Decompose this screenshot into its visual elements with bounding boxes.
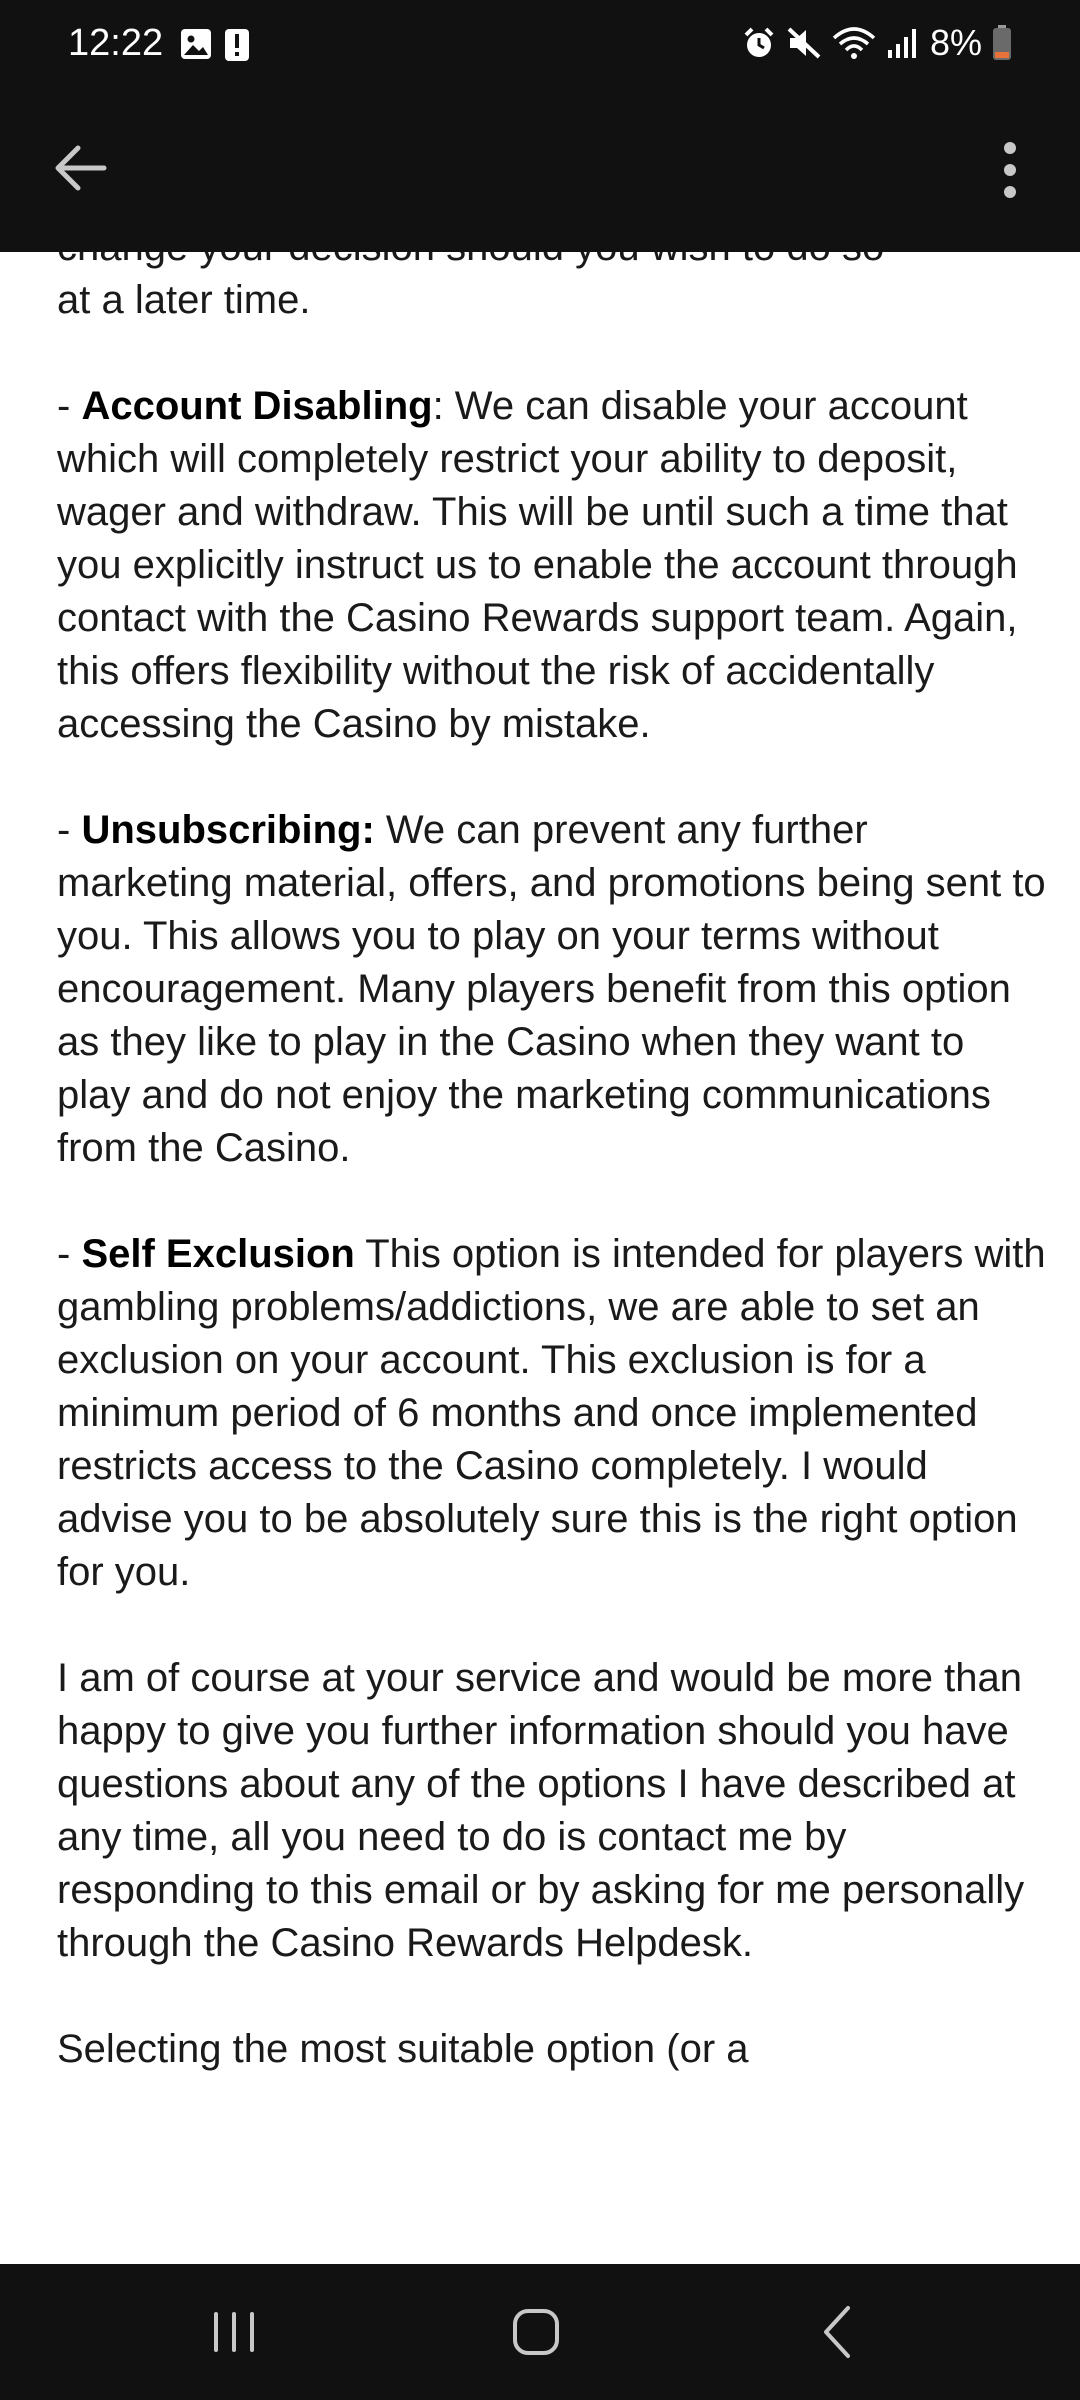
battery-percent: 8% bbox=[929, 22, 982, 63]
recents-icon bbox=[196, 2294, 272, 2370]
intro-tail: at a later time. bbox=[57, 278, 311, 322]
signal-icon bbox=[886, 26, 920, 60]
status-time: 12:22 bbox=[68, 22, 164, 64]
nav-back-icon bbox=[800, 2294, 876, 2370]
battery-icon bbox=[992, 25, 1012, 61]
service-paragraph: I am of course at your service and would be more than happy to give you further information should you have questions about any of the options I have described at any time, all you need to do is contact me by responding to this email or by asking for me personally through the Casino Rewards Helpdesk. bbox=[57, 1656, 1025, 1965]
alert-icon bbox=[224, 28, 250, 62]
home-button[interactable] bbox=[498, 2294, 574, 2370]
unsubscribing-label: Unsubscribing: bbox=[81, 808, 375, 852]
unsubscribing-text: We can prevent any further marketing material, offers, and promotions being sent to you. This allows you to play on your terms without encouragement. Many players benefit from this option as they like to play in the Casino when they want to play and do not enjoy the marketing communications from the Casino. bbox=[57, 808, 1046, 1170]
self-exclusion-text: This option is intended for players with gambling problems/addictions, we are able to set an exclusion on your account. This exclusion is for a minimum period of 6 months and once implemented restricts access to the Casino completely. I would advise you to be absolutely sure this is the right option for you. bbox=[57, 1232, 1046, 1594]
wifi-icon bbox=[832, 26, 876, 60]
self-exclusion-label: Self Exclusion bbox=[81, 1232, 355, 1276]
recents-button[interactable] bbox=[196, 2294, 272, 2370]
home-icon bbox=[498, 2294, 574, 2370]
email-text bbox=[57, 221, 1047, 2129]
email-body[interactable] bbox=[0, 252, 1080, 2264]
unsubscribing-paragraph: - Unsubscribing: We can prevent any further marketing material, offers, and promotions being sent to you. This allows you to play on your terms without encouragement. Many players benefit from this option as they like to play in the Casino when they want to play and do not enjoy the marketing communications from the Casino. bbox=[57, 808, 1046, 1170]
more-options-button[interactable] bbox=[980, 130, 1040, 210]
gallery-icon bbox=[180, 28, 212, 60]
more-vert-icon bbox=[980, 130, 1040, 210]
account-disabling-label: Account Disabling bbox=[81, 384, 433, 428]
navigation-bar bbox=[0, 2264, 1080, 2400]
mute-icon bbox=[786, 26, 822, 60]
account-disabling-text: : We can disable your account which will completely restrict your ability to deposit, wager and withdraw. This will be until such a time that you explicitly instruct us to enable the account through contact with the Casino Rewards support team. Again, this offers flexibility without the risk of accidentally accessing the Casino by mistake. bbox=[57, 384, 1018, 746]
self-exclusion-paragraph: - Self Exclusion This option is intended for players with gambling problems/addictions, we are able to set an exclusion on your account. This exclusion is for a minimum period of 6 months and once implemented restricts access to the Casino completely. I would advise you to be absolutely sure this is the right option for you. bbox=[57, 1232, 1046, 1594]
nav-back-button[interactable] bbox=[800, 2294, 876, 2370]
account-disabling-paragraph: - Account Disabling: We can disable your account which will completely restrict your ability to deposit, wager and withdraw. This will be until such a time that you explicitly instruct us to enable the account through contact with the Casino Rewards support team. Again, this offers flexibility without the risk of accidentally accessing the Casino by mistake. bbox=[57, 384, 1018, 746]
bottom-partial-line: Selecting the most suitable option (or a bbox=[57, 2027, 749, 2071]
status-left-icons bbox=[180, 28, 250, 62]
back-button[interactable] bbox=[44, 132, 116, 204]
alarm-icon bbox=[742, 26, 776, 60]
status-bar bbox=[0, 0, 1080, 92]
app-bar bbox=[0, 92, 1080, 252]
arrow-left-icon bbox=[44, 132, 116, 204]
status-right-icons bbox=[742, 22, 1012, 64]
